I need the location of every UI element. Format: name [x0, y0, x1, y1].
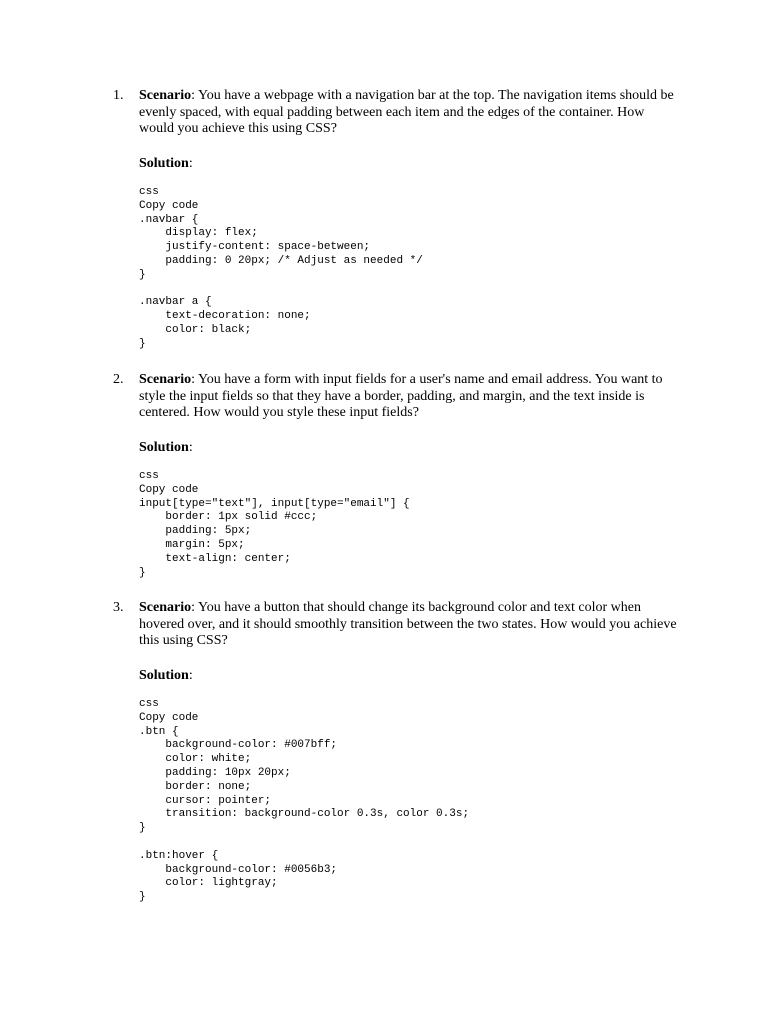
- solution-colon: :: [188, 667, 193, 683]
- item-body: [139, 372, 679, 580]
- code-block: css Copy code input[type="text"], input[type="email"] { border: 1px solid #ccc; padding: 5px; margin: 5px; text-align: center; }: [139, 470, 410, 579]
- scenario-paragraph: [139, 88, 679, 138]
- scenario-label: Scenario: [139, 600, 192, 615]
- item-number: 1.: [113, 88, 124, 103]
- solution-label: Solution: [139, 155, 189, 171]
- item-body: [139, 88, 679, 352]
- solution-label: Solution: [139, 439, 189, 455]
- item-number: 3.: [113, 600, 124, 615]
- item-body: [139, 600, 679, 905]
- solution-heading: [139, 440, 679, 457]
- scenario-paragraph: [139, 372, 679, 422]
- solution-heading: [139, 668, 679, 685]
- scenario-text: : You have a webpage with a navigation bar at the top. The navigation items should be evenly spaced, with equal padding between each item and the edges of the container. How would you achieve this using CSS?: [139, 88, 674, 136]
- scenario-text: : You have a form with input fields for a user's name and email address. You want to style the input fields so that they have a border, padding, and margin, and the text inside is centered. How would you style these input fields?: [139, 372, 663, 420]
- code-block: css Copy code .navbar { display: flex; justify-content: space-between; padding: 0 20px; /* Adjust as needed */ } .navbar a { text-decoration: none; color: black; }: [139, 186, 423, 350]
- solution-heading: [139, 156, 679, 173]
- solution-label: Solution: [139, 667, 189, 683]
- solution-colon: :: [188, 155, 193, 171]
- item-number: 2.: [113, 372, 124, 387]
- scenario-paragraph: [139, 600, 679, 650]
- solution-colon: :: [188, 439, 193, 455]
- code-block: css Copy code .btn { background-color: #007bff; color: white; padding: 10px 20px; border: none; cursor: pointer; transition: background-color 0.3s, color 0.3s; } .btn:hover { background-color: #0056b3; color: lightgray; }: [139, 698, 470, 904]
- scenario-text: : You have a button that should change its background color and text color when hovered over, and it should smoothly transition between the two states. How would you achieve this using CSS?: [139, 600, 677, 648]
- scenario-label: Scenario: [139, 88, 192, 103]
- scenario-label: Scenario: [139, 372, 192, 387]
